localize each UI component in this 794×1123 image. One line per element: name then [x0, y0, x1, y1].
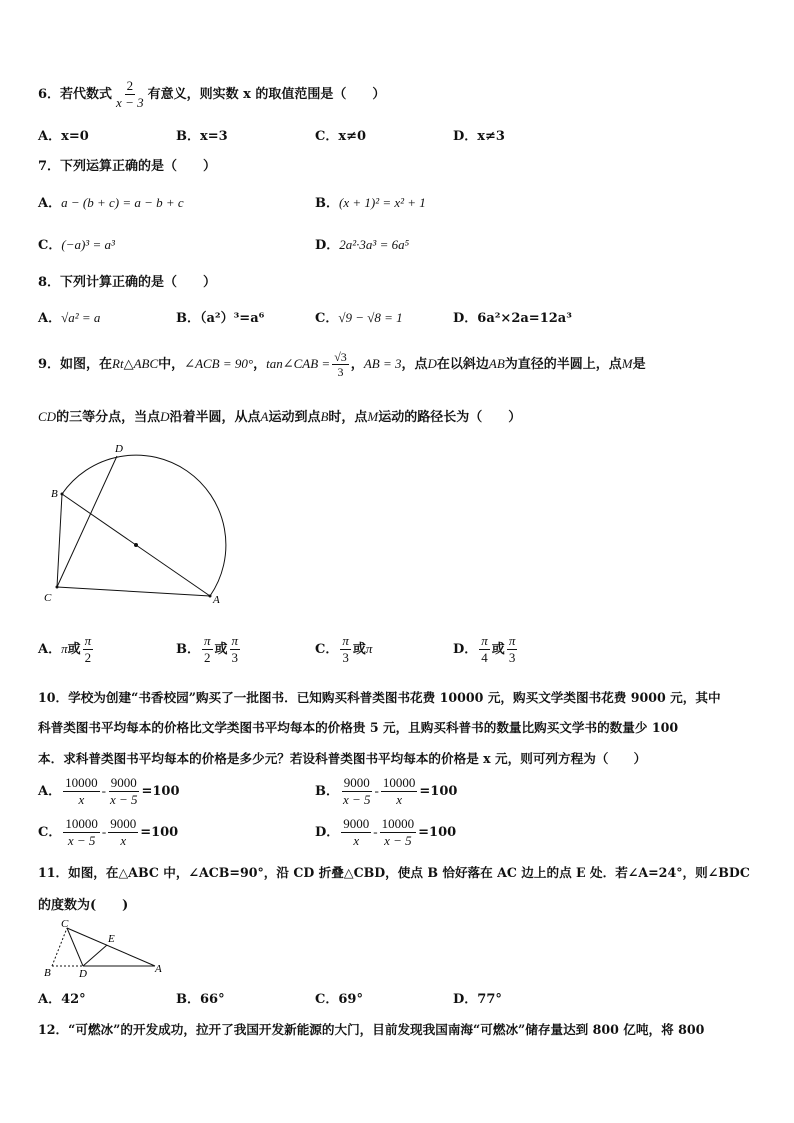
q11-figure — [38, 918, 170, 980]
q11-label-e: E — [108, 933, 115, 945]
q9-option-a: A．π或 $\frac{\pi}{2}$ — [38, 633, 92, 665]
q10-option-b: B． $\frac{9000}{x - 5}$ - $\frac{10000}{x}$ =100 — [315, 775, 458, 807]
q11-segment-bc — [52, 928, 67, 966]
q8-option-c: C．√9 − √8 = 1 — [315, 310, 403, 326]
q6-stem: 6．若代数式 $\frac{2}{x - 3}$ 有意义，则实数 x 的取值范围是（ ） — [38, 78, 386, 110]
q9-label-d: D — [115, 443, 123, 455]
q10-option-c: C． $\frac{10000}{x - 5}$ - $\frac{9000}{x}$ =100 — [38, 816, 179, 848]
q9-d-frac1: $\frac{\pi}{4}$ — [481, 633, 488, 665]
q9-figure — [38, 440, 238, 610]
q6-fraction: $\frac{2}{x - 3}$ — [116, 78, 144, 110]
q7-option-a: A．a − (b + c) = a − b + c — [38, 195, 184, 211]
q11-label-c: C — [61, 918, 69, 930]
q10-b-frac2: $\frac{10000}{x}$ — [382, 775, 416, 807]
q12-stem-line1: 12．“可燃冰”的开发成功，拉开了我国开发新能源的大门，目前发现我国南海“可燃冰”储存量达到 800 亿吨，将 800 — [38, 1022, 705, 1037]
q7-stem: 7．下列运算正确的是（ ） — [38, 159, 217, 174]
q9-option-d: D． $\frac{\pi}{4}$ 或 $\frac{\pi}{3}$ — [453, 633, 516, 665]
q10-c-frac2: $\frac{9000}{x}$ — [110, 816, 137, 848]
q10-c-frac1: $\frac{10000}{x - 5}$ — [65, 816, 98, 848]
q9-point-a-dot — [209, 595, 212, 598]
q10-option-d: D． $\frac{9000}{x}$ - $\frac{10000}{x - 5}$ =100 — [315, 816, 457, 848]
q11-label-a: A — [155, 963, 162, 975]
q9-semicircle — [62, 455, 226, 596]
q11-option-b: B．66° — [176, 992, 225, 1007]
q6-option-a: A．x=0 — [38, 129, 89, 144]
q9-c-frac: $\frac{\pi}{3}$ — [342, 633, 349, 665]
q8-stem: 8．下列计算正确的是（ ） — [38, 275, 217, 290]
q8-option-a: A．√a² = a — [38, 310, 101, 326]
q9-point-c-dot — [56, 586, 59, 589]
q11-stem-line2: 的度数为( ) — [38, 898, 129, 913]
q9-label-c: C — [44, 592, 52, 604]
q8-option-b: B．（a²）³=a⁶ — [176, 311, 265, 326]
q10-stem-line3: 本．求科普类图书平均每本的价格是多少元？若设科普类图书平均每本的价格是 x 元，则可列方程为（ ） — [38, 751, 647, 766]
q7-option-b: B．(x + 1)² = x² + 1 — [315, 195, 426, 211]
q7-option-c: C．(−a)³ = a³ — [38, 237, 115, 253]
q9-stem-line2: CD的三等分点，当点D沿着半圆，从点A运动到点B时，点M运动的路径长为（ ） — [38, 409, 522, 425]
q11-stem-line1: 11．如图，在△ABC 中，∠ACB=90°，沿 CD 折叠△CBD，使点 B 恰好落在 AC 边上的点 E 处．若∠A=24°，则∠BDC — [38, 865, 750, 880]
q11-option-c: C．69° — [315, 992, 363, 1007]
q9-point-b-dot — [61, 493, 64, 496]
q11-segment-de — [83, 945, 107, 966]
q11-option-a: A．42° — [38, 992, 86, 1007]
q10-option-a: A． $\frac{10000}{x}$ - $\frac{9000}{x - 5}$ =100 — [38, 775, 180, 807]
q9-stem-line1: 9．如图，在Rt△ABC中，∠ACB = 90°，tan∠CAB = $\frac{√3}{3}$ ，AB = 3，点D在以斜边AB为直径的半圆上，点M是 — [38, 350, 646, 379]
q9-segment-ca — [57, 587, 210, 596]
q9-center-point — [134, 543, 138, 547]
q10-d-frac1: $\frac{9000}{x}$ — [343, 816, 370, 848]
q11-label-b: B — [44, 967, 51, 979]
q9-segment-cd — [57, 456, 117, 587]
q10-d-frac2: $\frac{10000}{x - 5}$ — [381, 816, 415, 848]
q6-option-d: D．x≠3 — [453, 129, 505, 144]
q10-stem-line2: 科普类图书平均每本的价格比文学类图书平均每本的价格贵 5 元，且购买科普书的数量比购买文学书的数量少 100 — [38, 720, 679, 735]
q10-a-frac1: $\frac{10000}{x}$ — [65, 775, 98, 807]
q11-label-d: D — [79, 968, 87, 980]
q9-option-b: B． $\frac{\pi}{2}$ 或 $\frac{\pi}{3}$ — [176, 633, 239, 665]
q7-option-d: D．2a²·3a³ = 6a⁵ — [315, 237, 410, 253]
q9-label-b: B — [51, 488, 58, 500]
q9-segment-cb — [57, 494, 62, 587]
q10-stem-line1: 10．学校为创建“书香校园”购买了一批图书．已知购买科普类图书花费 10000 元，购买文学类图书花费 9000 元，其中 — [38, 690, 721, 705]
q9-b-frac2: $\frac{\pi}{3}$ — [231, 633, 239, 665]
q11-option-d: D．77° — [453, 992, 502, 1007]
q9-option-c: C． $\frac{\pi}{3}$ 或π — [315, 633, 373, 665]
q6-option-c: C．x≠0 — [315, 129, 367, 144]
q9-d-frac2: $\frac{\pi}{3}$ — [508, 633, 516, 665]
q9-label-a: A — [213, 594, 220, 606]
q9-tan-fraction: $\frac{√3}{3}$ — [334, 350, 347, 379]
q6-option-b: B．x=3 — [176, 129, 228, 144]
q8-option-d: D．6a²×2a=12a³ — [453, 311, 572, 326]
q9-b-frac1: $\frac{\pi}{2}$ — [204, 633, 211, 665]
q10-a-frac2: $\frac{9000}{x - 5}$ — [109, 775, 138, 807]
q10-b-frac1: $\frac{9000}{x - 5}$ — [343, 775, 371, 807]
q9-a-frac: $\frac{\pi}{2}$ — [84, 633, 92, 665]
